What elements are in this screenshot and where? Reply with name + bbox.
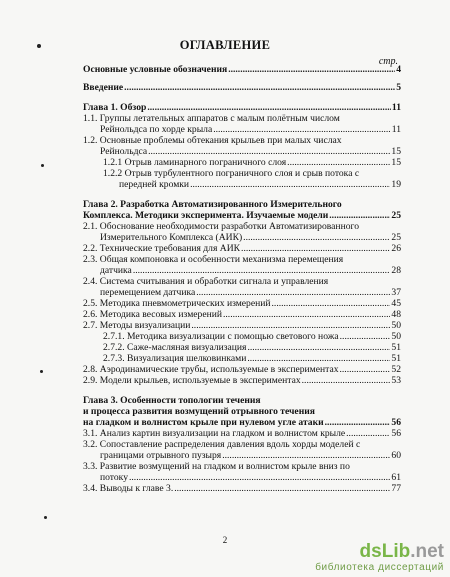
toc-entry-page: 50 (391, 331, 401, 342)
toc-entry-label: 3.2. Сопоставление распределения давления вдоль хорды моделей с (83, 439, 361, 450)
toc-entry-label: 2.9. Модели крыльев, используемые в экспериментах (83, 375, 301, 386)
toc-entry-page: 51 (391, 342, 401, 353)
toc-entry-label: 2.7. Методы визуализации (83, 320, 191, 331)
toc-entry (83, 157, 401, 168)
toc-entry (83, 265, 401, 276)
toc-entry-label-cont: Рейнольдса по хорде крыла (100, 124, 213, 135)
toc-entry-label: 2.3. Общая компоновка и особенности механизма перемещения (83, 254, 344, 265)
toc-entry-page: 45 (391, 298, 401, 309)
toc-leader (302, 375, 391, 386)
toc-entry-label: 3.3. Развитие возмущений на гладком и волнистом крыле вниз по (83, 461, 350, 472)
toc-entry-label-cont: Комплекса. Методики эксперимента. Изучаемые модели (83, 210, 329, 221)
toc-leader (228, 64, 395, 75)
page-column-label: стр. (378, 56, 398, 67)
toc-entry (83, 375, 401, 386)
toc-entry-label-cont: перемещением датчика (100, 287, 196, 298)
toc-entry (83, 179, 401, 190)
toc-entry-label: Глава 1. Обзор (83, 102, 147, 113)
toc-leader (222, 450, 390, 461)
toc-entry-label-cont: границами отрывного пузыря (100, 450, 222, 461)
toc-leader (329, 210, 390, 221)
toc-leader (133, 265, 391, 276)
toc-entry (83, 124, 401, 135)
toc-entry-label: Введение (83, 82, 124, 93)
toc-entry-page: 11 (391, 124, 401, 135)
toc-entry (83, 331, 401, 342)
toc-leader (243, 232, 390, 243)
toc-entry-label-cont: Рейнольдса (100, 146, 148, 157)
toc-entry-label-cont: датчика (100, 265, 132, 276)
toc-leader (129, 472, 390, 483)
toc-leader (340, 331, 391, 342)
toc-entry-label-cont: Измерительного Комплекса (АИК) (100, 232, 243, 243)
toc-entry-label-cont: передней кромки (119, 179, 190, 190)
toc-entry-page: 56 (391, 428, 401, 439)
page-number: 2 (222, 535, 228, 545)
toc-entry-label: 2.6. Методика весовых измерений (83, 309, 222, 320)
toc-entry-page: 25 (391, 232, 401, 243)
watermark-brand-suffix: .net (410, 541, 444, 562)
toc-leader (191, 320, 390, 331)
toc-entry-label: 2.8. Аэродинамические трубы, используемые в экспериментах (83, 364, 339, 375)
toc-entry-label: 2.7.2. Саже-масляная визуализация (103, 342, 247, 353)
toc-leader (346, 428, 390, 439)
toc-entry (83, 417, 401, 428)
page-title: ОГЛАВЛЕНИЕ (179, 38, 271, 52)
toc-entry (83, 64, 401, 75)
toc-chapter-1 (83, 102, 401, 113)
toc-entry-page: 60 (391, 450, 401, 461)
toc-leader (241, 243, 390, 254)
watermark-brand-main: dsLib (359, 541, 411, 562)
toc-leader (247, 353, 390, 364)
toc-entry (83, 353, 401, 364)
toc-entry-label: 3.4. Выводы к главе 3. (83, 483, 174, 494)
toc-entry-page: 28 (391, 265, 401, 276)
toc-entry-page: 11 (391, 102, 401, 113)
toc-chapter-2: Глава 2. Разработка Автоматизированного Измерительного (83, 199, 342, 210)
toc-entry-page: 26 (391, 243, 401, 254)
toc-entry-page: 52 (391, 364, 401, 375)
toc-entry-page: 5 (396, 82, 401, 93)
toc-leader (340, 364, 391, 375)
toc-leader (196, 287, 390, 298)
watermark-logo[interactable] (315, 542, 444, 573)
toc-entry-label: 2.4. Система считывания и обработки сигнала и управления (83, 276, 329, 287)
toc-leader (247, 342, 390, 353)
toc-entry-page: 50 (391, 320, 401, 331)
toc-entry-label: Основные условные обозначения (83, 64, 228, 75)
toc-entry (83, 210, 401, 221)
toc-entry (83, 82, 401, 93)
toc-entry-page: 51 (391, 353, 401, 364)
toc-leader (174, 483, 390, 494)
toc-entry-page: 19 (391, 179, 401, 190)
watermark-tagline: библиотека диссертаций (315, 562, 444, 573)
toc-entry-page: 4 (396, 64, 401, 75)
toc-entry-label: 2.1. Обоснование необходимости разработки Автоматизированного (83, 221, 359, 232)
toc-entry-label: 1.2. Основные проблемы обтекания крыльев при малых числах (83, 135, 342, 146)
toc-entry-label-cont: потоку (100, 472, 128, 483)
toc-entry-page: 56 (391, 417, 401, 428)
toc-leader (190, 179, 390, 190)
toc-entry (83, 472, 401, 483)
toc-entry-label: 1.2.1 Отрыв ламинарного пограничного слоя (103, 157, 287, 168)
toc-leader (272, 298, 391, 309)
scan-speck (44, 516, 47, 519)
toc-entry (83, 450, 401, 461)
toc-leader (223, 309, 390, 320)
toc-entry-page: 15 (391, 157, 401, 168)
toc-entry-page: 48 (391, 309, 401, 320)
scan-speck (41, 164, 44, 167)
toc-leader (147, 102, 391, 113)
toc-entry-page: 77 (391, 483, 401, 494)
toc-entry (83, 309, 401, 320)
toc-chapter-3: Глава 3. Особенности топологии течения (83, 395, 261, 406)
toc-entry (83, 320, 401, 331)
toc-entry (83, 298, 401, 309)
toc-leader (287, 157, 390, 168)
toc-entry-page: 53 (391, 375, 401, 386)
table-of-contents (83, 64, 401, 494)
toc-entry-label: 3.1. Анализ картин визуализации на гладком и волнистом крыле (83, 428, 346, 439)
toc-entry (83, 483, 401, 494)
toc-entry (83, 146, 401, 157)
toc-leader (213, 124, 391, 135)
toc-entry-page: 37 (391, 287, 401, 298)
toc-entry-label: 2.7.1. Методика визуализации с помощью светового ножа (103, 331, 339, 342)
toc-entry-label: 2.5. Методика пневмометрических измерений (83, 298, 271, 309)
toc-entry-label: 1.2.2 Отрыв турбулентного пограничного слоя и срыв потока с (103, 168, 360, 179)
toc-entry (83, 428, 401, 439)
toc-entry (83, 342, 401, 353)
toc-leader (124, 82, 395, 93)
toc-entry (83, 287, 401, 298)
toc-entry (83, 243, 401, 254)
toc-entry (83, 232, 401, 243)
toc-entry-label: 1.1. Группы летательных аппаратов с малым полётным числом (83, 113, 340, 124)
toc-entry-label: 2.7.3. Визуализация шелковинками (103, 353, 247, 364)
scan-speck (40, 370, 43, 373)
toc-entry (83, 364, 401, 375)
watermark-brand (315, 542, 444, 562)
toc-entry-page: 25 (391, 210, 401, 221)
toc-entry-page: 61 (391, 472, 401, 483)
toc-entry-label-cont: и процесса развития возмущений отрывного течения (83, 406, 315, 417)
toc-entry-page: 15 (391, 146, 401, 157)
toc-leader (325, 417, 391, 428)
toc-leader (148, 146, 390, 157)
toc-entry-label: 2.2. Технические требования для АИК (83, 243, 241, 254)
toc-entry-label-cont: на гладком и волнистом крыле при нулевом угле атаки (83, 417, 324, 428)
